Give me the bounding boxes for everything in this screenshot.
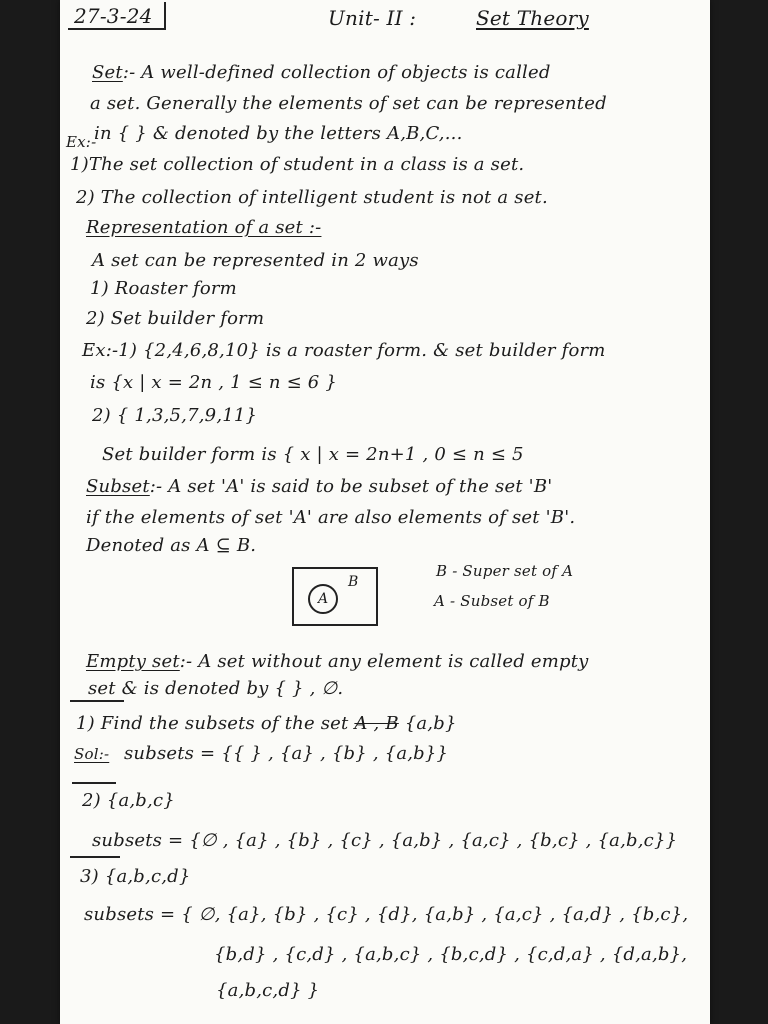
divider-line xyxy=(70,856,120,858)
line-7: A set can be represented in 2 ways xyxy=(92,250,419,271)
text: :- A set 'A' is said to be subset of the set 'B' xyxy=(149,476,553,497)
line-answer-1: subsets = {{ } , {a} , {b} , {a,b}} xyxy=(124,743,449,764)
text: {a,b} xyxy=(404,713,457,734)
divider-line xyxy=(70,700,124,702)
line-question-2: 2) {a,b,c} xyxy=(82,790,175,811)
note-superset: B - Super set of A xyxy=(436,562,574,580)
line-5: 2) The collection of intelligent student is not a set. xyxy=(76,187,548,208)
line-answer-3b: {b,d} , {c,d} , {a,b,c} , {b,c,d} , {c,d,a} , {d,a,b}, xyxy=(214,944,688,965)
subset-diagram xyxy=(292,567,378,626)
text: 1) Find the subsets of the set xyxy=(76,713,349,734)
line-15: if the elements of set 'A' are also elements of set 'B'. xyxy=(86,507,576,528)
struck-text: A , B xyxy=(354,713,399,734)
line-question-1 xyxy=(76,713,457,734)
line-answer-3c: {a,b,c,d} } xyxy=(216,980,320,1001)
outer-set-label: B xyxy=(348,574,359,590)
note-subset: A - Subset of B xyxy=(434,592,550,610)
text: :- A set without any element is called empty xyxy=(179,651,589,672)
line-18: set & is denoted by { } , ∅. xyxy=(88,678,344,699)
line-9: 2) Set builder form xyxy=(86,308,265,329)
term-set: Set xyxy=(92,62,123,83)
line-2: a set. Generally the elements of set can be represented xyxy=(90,93,607,114)
notebook-page xyxy=(60,0,710,1024)
unit-title: Unit- II : xyxy=(328,6,417,30)
line-16: Denoted as A ⊆ B. xyxy=(86,535,257,556)
divider-line xyxy=(72,782,116,784)
line-answer-3a: subsets = { ∅, {a}, {b} , {c} , {d}, {a,b} , {a,c} , {a,d} , {b,c}, xyxy=(84,904,689,925)
line-answer-2: subsets = {∅ , {a} , {b} , {c} , {a,b} , {a,c} , {b,c} , {a,b,c}} xyxy=(92,830,678,851)
term-empty-set: Empty set xyxy=(86,651,180,672)
line-10: Ex:-1) {2,4,6,8,10} is a roaster form. & set builder form xyxy=(82,340,606,361)
line-3: in { } & denoted by the letters A,B,C,... xyxy=(94,123,463,144)
line-empty-set-definition xyxy=(86,651,589,672)
date: 27-3-24 xyxy=(74,4,153,28)
line-13: Set builder form is { x | x = 2n+1 , 0 ≤ n ≤ 5 xyxy=(102,444,524,465)
line-question-3: 3) {a,b,c,d} xyxy=(80,866,191,887)
inner-set-circle: A xyxy=(308,584,338,614)
ex-label: Ex:- xyxy=(66,133,97,151)
line-set-definition xyxy=(92,62,551,83)
line-8: 1) Roaster form xyxy=(90,278,237,299)
line-12: 2) { 1,3,5,7,9,11} xyxy=(92,405,258,426)
topic-title: Set Theory xyxy=(476,6,589,30)
term-subset: Subset xyxy=(86,476,150,497)
line-4: 1)The set collection of student in a class is a set. xyxy=(70,154,525,175)
sol-label: Sol:- xyxy=(74,745,110,763)
text: :- A well-defined collection of objects is called xyxy=(122,62,551,83)
line-subset-definition xyxy=(86,476,552,497)
heading-representation: Representation of a set :- xyxy=(86,217,322,238)
line-11: is {x | x = 2n , 1 ≤ n ≤ 6 } xyxy=(90,372,338,393)
